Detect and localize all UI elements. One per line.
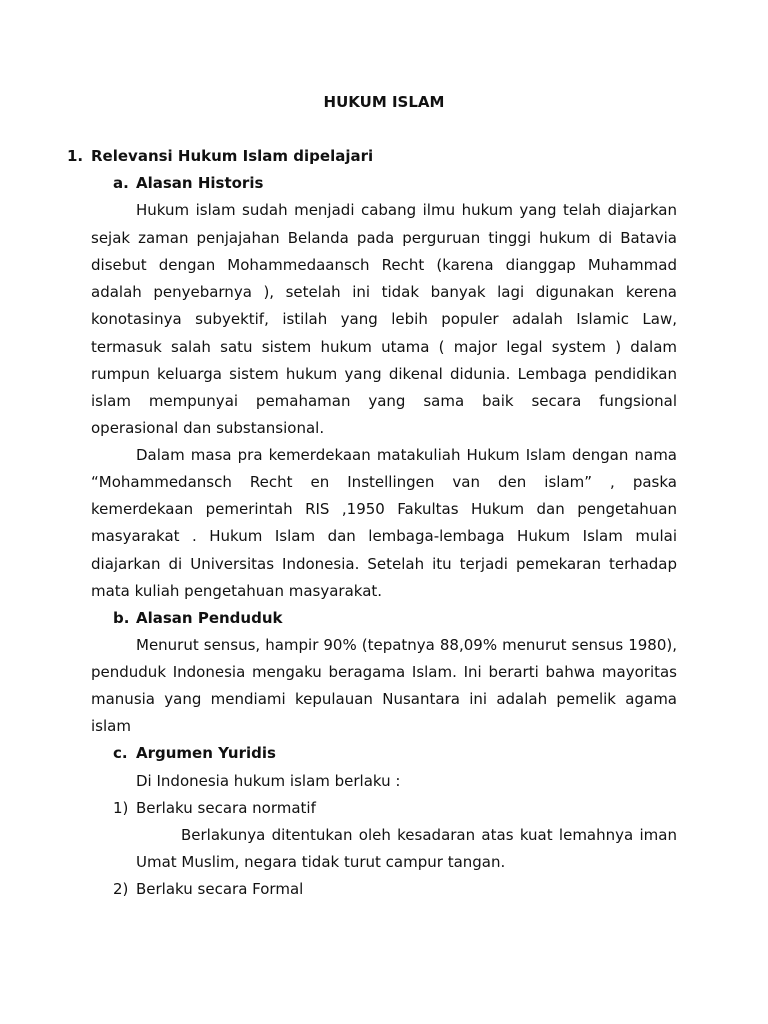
list-item-number: 2)	[113, 880, 129, 898]
paragraph-line: disebut dengan Mohammedaansch Recht (karena dianggap Muhammad	[91, 256, 677, 274]
subsection-a-letter: a.	[113, 174, 129, 192]
paragraph-line: rumpun keluarga sistem hukum yang dikenal didunia. Lembaga pendidikan	[91, 365, 677, 383]
paragraph-line: “Mohammedansch Recht en Instellingen van den islam” , paska	[91, 473, 677, 491]
paragraph-line: mata kuliah pengetahuan masyarakat.	[91, 582, 383, 600]
paragraph-line: diajarkan di Universitas Indonesia. Setelah itu terjadi pemekaran terhadap	[91, 555, 677, 573]
section-number: 1.	[67, 147, 84, 165]
subsection-c-heading: Argumen Yuridis	[136, 744, 276, 762]
subsection-b-letter: b.	[113, 609, 130, 627]
list-item-heading: Berlaku secara normatif	[136, 799, 316, 817]
list-item-number: 1)	[113, 799, 129, 817]
paragraph-line: sejak zaman penjajahan Belanda pada perguruan tinggi hukum di Batavia	[91, 229, 677, 247]
paragraph-line: manusia yang mendiami kepulauan Nusantara ini adalah pemelik agama	[91, 690, 677, 708]
paragraph-line: Umat Muslim, negara tidak turut campur tangan.	[136, 853, 506, 871]
subsection-c-letter: c.	[113, 744, 128, 762]
paragraph-line: Berlakunya ditentukan oleh kesadaran atas kuat lemahnya iman	[181, 826, 677, 844]
section-heading: Relevansi Hukum Islam dipelajari	[91, 147, 374, 165]
subsection-a-heading: Alasan Historis	[136, 174, 264, 192]
paragraph-line: konotasinya subyektif, istilah yang lebih populer adalah Islamic Law,	[91, 310, 677, 328]
paragraph-line: Hukum islam sudah menjadi cabang ilmu hukum yang telah diajarkan	[136, 201, 677, 219]
paragraph-line: termasuk salah satu sistem hukum utama ( major legal system ) dalam	[91, 338, 677, 356]
paragraph-line: adalah penyebarnya ), setelah ini tidak banyak lagi digunakan kerena	[91, 283, 677, 301]
paragraph-line: masyarakat . Hukum Islam dan lembaga-lembaga Hukum Islam mulai	[91, 527, 677, 545]
paragraph-line: operasional dan substansional.	[91, 419, 325, 437]
paragraph-line: islam	[91, 717, 131, 735]
paragraph-line: Dalam masa pra kemerdekaan matakuliah Hukum Islam dengan nama	[136, 446, 677, 464]
paragraph-line: kemerdekaan pemerintah RIS ,1950 Fakultas Hukum dan pengetahuan	[91, 500, 677, 518]
paragraph-line: Di Indonesia hukum islam berlaku :	[136, 772, 401, 790]
list-item-heading: Berlaku secara Formal	[136, 880, 304, 898]
paragraph-line: islam mempunyai pemahaman yang sama baik secara fungsional	[91, 392, 677, 410]
document-title: HUKUM ISLAM	[323, 93, 445, 111]
paragraph-line: Menurut sensus, hampir 90% (tepatnya 88,09% menurut sensus 1980),	[136, 636, 677, 654]
paragraph-line: penduduk Indonesia mengaku beragama Islam. Ini berarti bahwa mayoritas	[91, 663, 677, 681]
subsection-b-heading: Alasan Penduduk	[136, 609, 283, 627]
